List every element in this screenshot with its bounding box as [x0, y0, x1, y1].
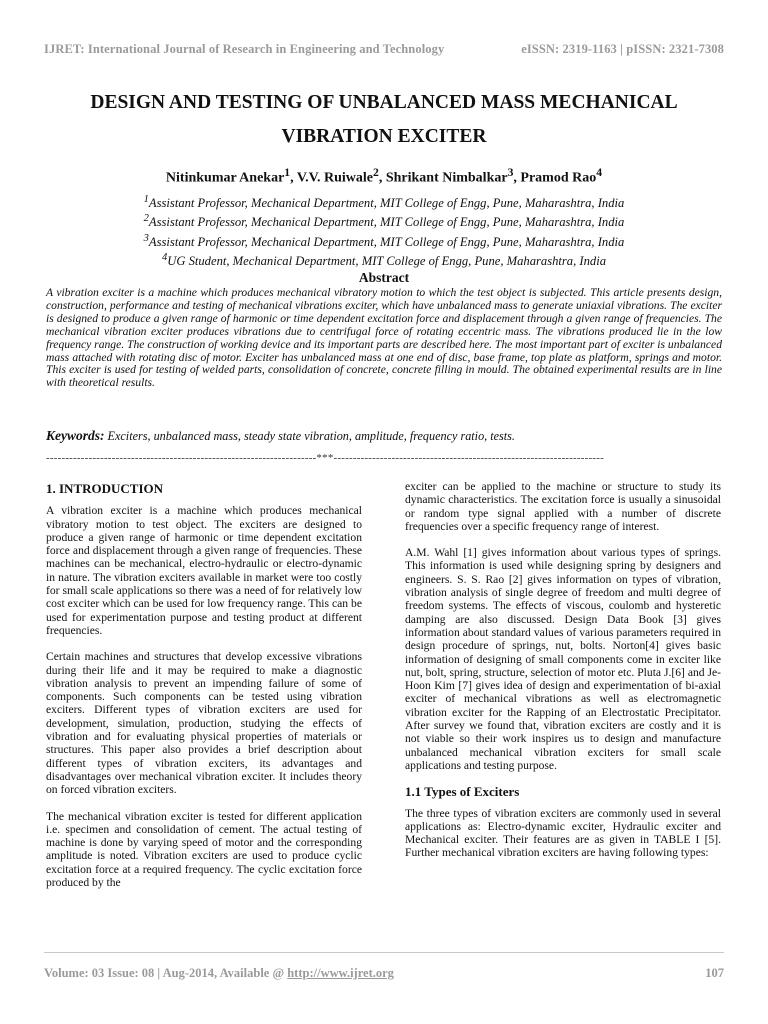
affiliation-text: Assistant Professor, Mechanical Department, MIT College of Engg, Pune, Maharashtra, India: [148, 234, 625, 249]
paper-title-line-1: DESIGN AND TESTING OF UNBALANCED MASS MECHANICAL: [90, 92, 678, 113]
author-name: Shrikant Nimbalkar: [385, 170, 508, 186]
affiliation-line: [40, 211, 728, 230]
affiliation-text: UG Student, Mechanical Department, MIT College of Engg, Pune, Maharashtra, India: [167, 254, 606, 269]
volume-text: Volume: 03 Issue: 08 | Aug-2014, Available @: [44, 966, 288, 980]
right-column: [405, 480, 721, 873]
author-name: Nitinkumar Anekar: [165, 170, 285, 186]
affiliation-line: [40, 192, 728, 211]
affiliation-mark: 2: [143, 213, 149, 225]
journal-name: IJRET: International Journal of Research in Engineering and Technology: [44, 42, 445, 56]
subsection-heading-types-of-exciters: 1.1 Types of Exciters: [405, 784, 520, 800]
body-paragraph: The mechanical vibration exciter is tested for different application i.e. specimen and consolidation of cement. The actual testing of machine is done by varying speed of motor and the corresponding amplitude is noted. Vibration exciters are used to produce cyclic excitation force at a required frequency. The cyclic excitation force produced by the: [46, 809, 362, 890]
affiliation-mark: 1: [143, 194, 149, 205]
keywords-label: Keywords:: [46, 428, 105, 443]
paper-title-line-2: VIBRATION EXCITER: [281, 126, 487, 147]
page-number: 107: [705, 966, 724, 980]
author-affiliation-mark: 4: [596, 166, 603, 179]
left-column: [46, 480, 362, 902]
issn-info: eISSN: 2319-1163 | pISSN: 2321-7308: [521, 42, 724, 56]
body-paragraph: A vibration exciter is a machine which produces mechanical vibratory motion to test object. The exciters are designed to produce a given range of harmonic or time dependent excitation force and displacement through a given range of frequencies. These machines can be mechanical, electro-hydraulic or electro-dynamic in nature. The vibration exciters available in market were too costly for small scale applications so there was a need of for relatively low cost exciter which can be used for low frequency range. This can be used for experimentation purpose and testing product at different frequencies.: [46, 504, 362, 637]
author-affiliation-mark: 2: [373, 166, 379, 179]
body-paragraph: The three types of vibration exciters are commonly used in several applications as: Electro-dynamic exciter, Hydraulic exciter and Mechanical exciter. Their features are as given in TABLE I [5]. Further mechanical vibration exciters are having following types:: [405, 806, 721, 860]
section-heading-introduction: 1. INTRODUCTION: [46, 481, 164, 496]
affiliation-mark: 4: [162, 252, 168, 264]
keywords-text: Exciters, unbalanced mass, steady state vibration, amplitude, frequency ratio, tests.: [107, 429, 515, 443]
author-separator: ,: [513, 170, 521, 186]
affiliation-line: [40, 250, 728, 269]
keywords: [46, 428, 722, 444]
author-affiliation-mark: 1: [284, 166, 291, 179]
section-separator: ----------------------------------------------------------------------***----------------------------------------------------------------------: [46, 452, 604, 464]
affiliation-text: Assistant Professor, Mechanical Department, MIT College of Engg, Pune, Maharashtra, India: [148, 196, 625, 211]
author-name: Pramod Rao: [520, 170, 597, 186]
author-list: [40, 166, 728, 187]
footer-divider: [44, 952, 724, 953]
affiliation-line: [40, 231, 728, 250]
author-separator: ,: [290, 170, 297, 186]
author-name: V.V. Ruiwale: [296, 170, 373, 186]
author-separator: ,: [378, 170, 386, 186]
body-paragraph: A.M. Wahl [1] gives information about various types of springs. This information is used while designing spring by designers and engineers. S. S. Rao [2] gives information on types of vibration, vibration analysis of single degree of freedom and multi degree of freedom systems. The effects of viscous, coulomb and hysteretic damping are also discussed. Design Data Book [3] gives information about standard values of various parameters required in design procedure of springs, nut, bolts. Norton[4] gives basic information of designing of small components come in exciter like nut, bolt, spring, structure, selection of motor etc. Pluta J.[6] and Je-Hoon Kim [7] gives idea of design and experimentation of bi-axial exciter of mechanical vibrations as well as electromagnetic vibration exciter for the Rapping of an Electrostatic Precipitator. After survey we found that, vibration exciters are costly and it is not viable so their work inspires us to design and manufacture unbalanced mechanical vibration exciters for small scale applications and testing purpose.: [405, 546, 721, 772]
affiliation-text: Assistant Professor, Mechanical Department, MIT College of Engg, Pune, Maharashtra, India: [148, 215, 625, 230]
volume-info: [44, 966, 394, 981]
body-paragraph: exciter can be applied to the machine or structure to study its dynamic characteristics. The excitation force is usually a sinusoidal or random type signal applied with a number of discrete frequencies over a specific frequency range of interest.: [405, 480, 721, 533]
paper-title: [40, 86, 728, 154]
running-footer: [44, 966, 724, 986]
affiliation-mark: 3: [143, 232, 149, 244]
running-header: [44, 42, 724, 62]
abstract-heading: Abstract: [358, 270, 410, 285]
abstract-text: A vibration exciter is a machine which produces mechanical vibratory motion to which the test object is subjected. This article presents design, construction, performance and testing of mechanical vibrations exciter, which have unbalanced mass to generate uniaxial vibrations. The exciter is designed to produce a given range of harmonic or time dependent excitation force and displacement through a given range of frequencies. The mechanical vibration exciter produces vibrations due to centrifugal force of rotating eccentric mass. The vibrations produced lie in the low frequency range. The construction of working device and its important parts are described here. The most important part of exciter is unbalanced mass attached with rotating disc of motor. Exciter has unbalanced mass at one end of disc, base frame, top plate as platform, springs and motor. This exciter is used for testing of welded parts, consolidation of concrete, concrete filling in mould. The obtained experimental results are in line with theoretical results.: [46, 286, 722, 390]
journal-website-link[interactable]: http://www.ijret.org: [287, 966, 394, 980]
author-affiliation-mark: 3: [507, 166, 514, 179]
body-paragraph: Certain machines and structures that develop excessive vibrations during their life and it may be required to make a diagnostic vibration analysis to prevent an impending failure of some of components. Such components can be tested using vibration exciters. Different types of vibration exciters are used for development, simulation, production, studying the effects of vibration and for evaluating physical properties of materials or structures. This paper also provides a brief description about different types of vibration exciters, its advantages and disadvantages over mechanical vibration exciter. It includes theory on forced vibration exciters.: [46, 650, 362, 797]
affiliation-list: [40, 192, 728, 270]
